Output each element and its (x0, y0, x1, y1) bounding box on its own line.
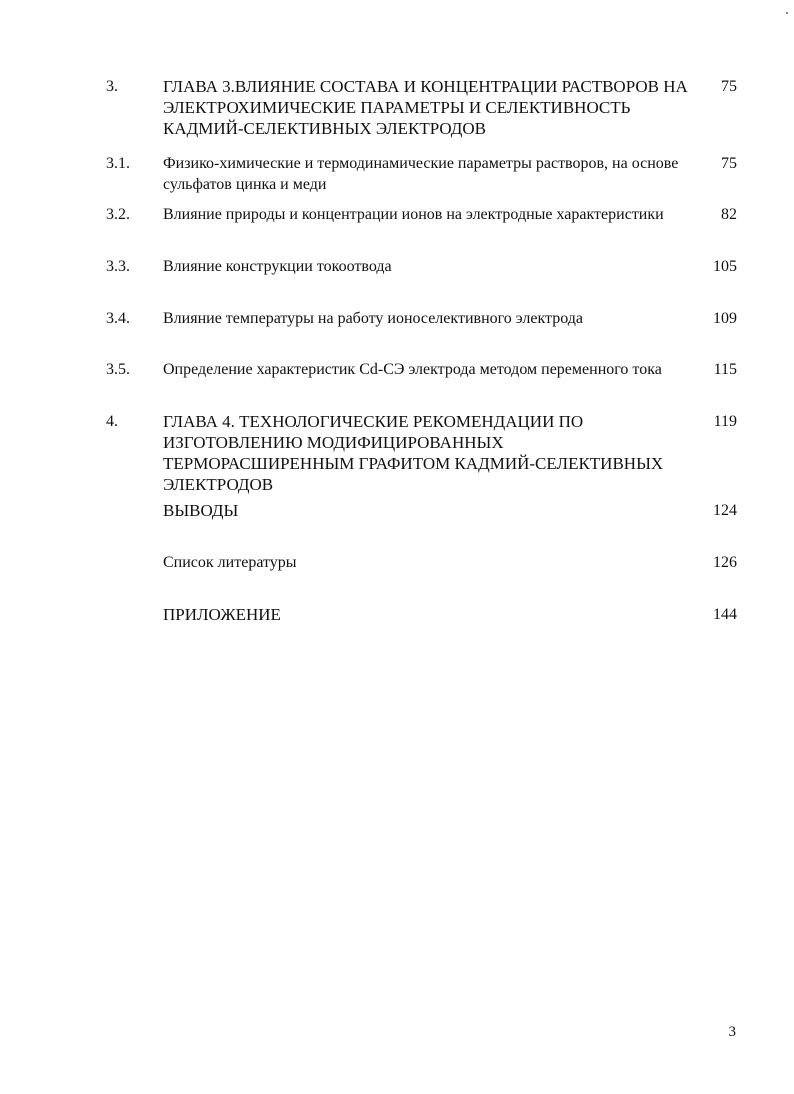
page-number: 3 (728, 1024, 736, 1040)
toc-entry-title: ГЛАВА 4. ТЕХНОЛОГИЧЕСКИЕ РЕКОМЕНДАЦИИ ПО ИЗГОТОВЛЕНИЮ МОДИФИЦИРОВАННЫХ ТЕРМОРАСШИРЕННЫМ ГРАФИТОМ КАДМИЙ-СЕЛЕКТИВНЫХ ЭЛЕКТРОДОВ (163, 412, 664, 494)
scan-speck (786, 12, 788, 14)
toc-entry-page: 105 (713, 258, 737, 275)
toc-entry-title: Физико-химические и термодинамические параметры растворов, на основе сульфатов цинка и меди (163, 155, 679, 193)
toc-entry-title: ВЫВОДЫ (163, 501, 239, 520)
toc-entry-page: 82 (721, 206, 737, 223)
toc-entry-page: 144 (713, 606, 737, 623)
toc-entry-number: 3. (106, 78, 118, 95)
toc-entry-number: 4. (106, 413, 118, 430)
toc-entry-number: 3.4. (106, 310, 130, 327)
toc-entry-title: Влияние природы и концентрации ионов на электродные характеристики (163, 206, 664, 223)
toc-entry-title: Влияние конструкции токоотвода (163, 258, 392, 275)
toc-entry-page: 119 (713, 413, 737, 430)
toc-entry-page: 75 (721, 155, 737, 172)
toc-entry-title: ПРИЛОЖЕНИЕ (163, 605, 281, 624)
toc-entry-page: 75 (721, 78, 737, 95)
toc-entry-title: Влияние температуры на работу ионоселективного электрода (163, 310, 583, 327)
toc-entry-page: 126 (713, 554, 737, 571)
toc-entry-page: 115 (713, 361, 737, 378)
toc-entry-title: ГЛАВА 3.ВЛИЯНИЕ СОСТАВА И КОНЦЕНТРАЦИИ РАСТВОРОВ НА ЭЛЕКТРОХИМИЧЕСКИЕ ПАРАМЕТРЫ И СЕЛЕКТИВНОСТЬ КАДМИЙ-СЕЛЕКТИВНЫХ ЭЛЕКТРОДОВ (163, 77, 688, 138)
toc-entry-number: 3.2. (106, 206, 130, 223)
toc-entry-page: 109 (713, 310, 737, 327)
toc-entry-title: Список литературы (163, 554, 297, 571)
toc-entry-number: 3.1. (106, 155, 130, 172)
toc-entry-page: 124 (713, 502, 737, 519)
toc-entry-number: 3.3. (106, 258, 130, 275)
toc-entry-title: Определение характеристик Cd-СЭ электрода методом переменного тока (163, 361, 662, 378)
toc-entry-number: 3.5. (106, 361, 130, 378)
